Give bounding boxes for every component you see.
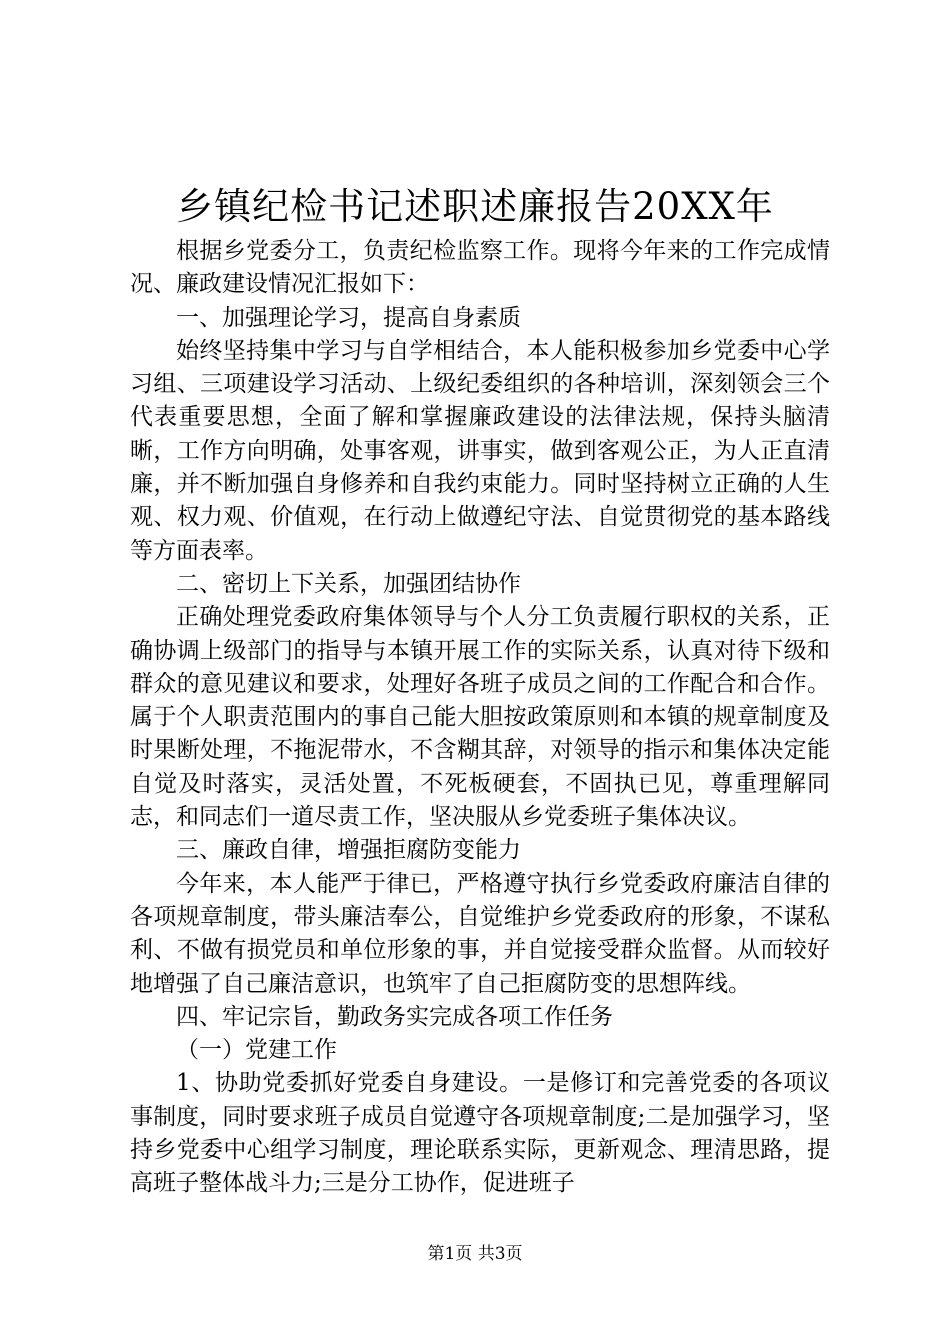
paragraph-4: 1、协助党委抓好党委自身建设。一是修订和完善党委的各项议事制度，同时要求班子成员自觉遵守各项规章制度;二是加强学习，坚持乡党委中心组学习制度，理论联系实际，更新观念、理清思路，提高班子整体战斗力;三是分工协作，促进班子 xyxy=(130,1070,830,1197)
paragraph-intro: 根据乡党委分工，负责纪检监察工作。现将今年来的工作完成情况、廉政建设情况汇报如下： xyxy=(130,238,830,298)
document-title: 乡镇纪检书记述职述廉报告20XX年 xyxy=(176,185,774,228)
section-heading-2: 二、密切上下关系，加强团结协作 xyxy=(176,570,521,597)
paragraph-3: 今年来，本人能严于律已，严格遵守执行乡党委政府廉洁自律的各项规章制度，带头廉洁奉公，自觉维护乡党委政府的形象，不谋私利、不做有损党员和单位形象的事，并自觉接受群众监督。从而较好地增强了自己廉洁意识，也筑牢了自己拒腐防变的思想阵线。 xyxy=(130,870,830,997)
subsection-heading-1: （一）党建工作 xyxy=(176,1037,337,1064)
paragraph-1: 始终坚持集中学习与自学相结合，本人能积极参加乡党委中心学习组、三项建设学习活动、上级纪委组织的各种培训，深刻领会三个代表重要思想，全面了解和掌握廉政建设的法律法规，保持头脑清晰，工作方向明确，处事客观，讲事实，做到客观公正，为人正直清廉，并不断加强自身修养和自我约束能力。同时坚持树立正确的人生观、权力观、价值观，在行动上做遵纪守法、自觉贯彻党的基本路线等方面表率。 xyxy=(130,337,830,564)
paragraph-2: 正确处理党委政府集体领导与个人分工负责履行职权的关系，正确协调上级部门的指导与本镇开展工作的实际关系，认真对待下级和群众的意见建议和要求，处理好各班子成员之间的工作配合和合作。属于个人职责范围内的事自己能大胆按政策原则和本镇的规章制度及时果断处理，不拖泥带水，不含糊其辞，对领导的指示和集体决定能自觉及时落实，灵活处置，不死板硬套，不固执已见，尊重理解同志，和同志们一道尽责工作，坚决服从乡党委班子集体决议。 xyxy=(130,604,830,831)
page-number-footer: 第1页 共3页 xyxy=(427,1244,523,1264)
section-heading-1: 一、加强理论学习，提高自身素质 xyxy=(176,304,521,331)
section-heading-3: 三、廉政自律，增强拒腐防变能力 xyxy=(176,837,521,864)
section-heading-4: 四、牢记宗旨，勤政务实完成各项工作任务 xyxy=(176,1003,613,1030)
document-body xyxy=(130,235,830,1201)
